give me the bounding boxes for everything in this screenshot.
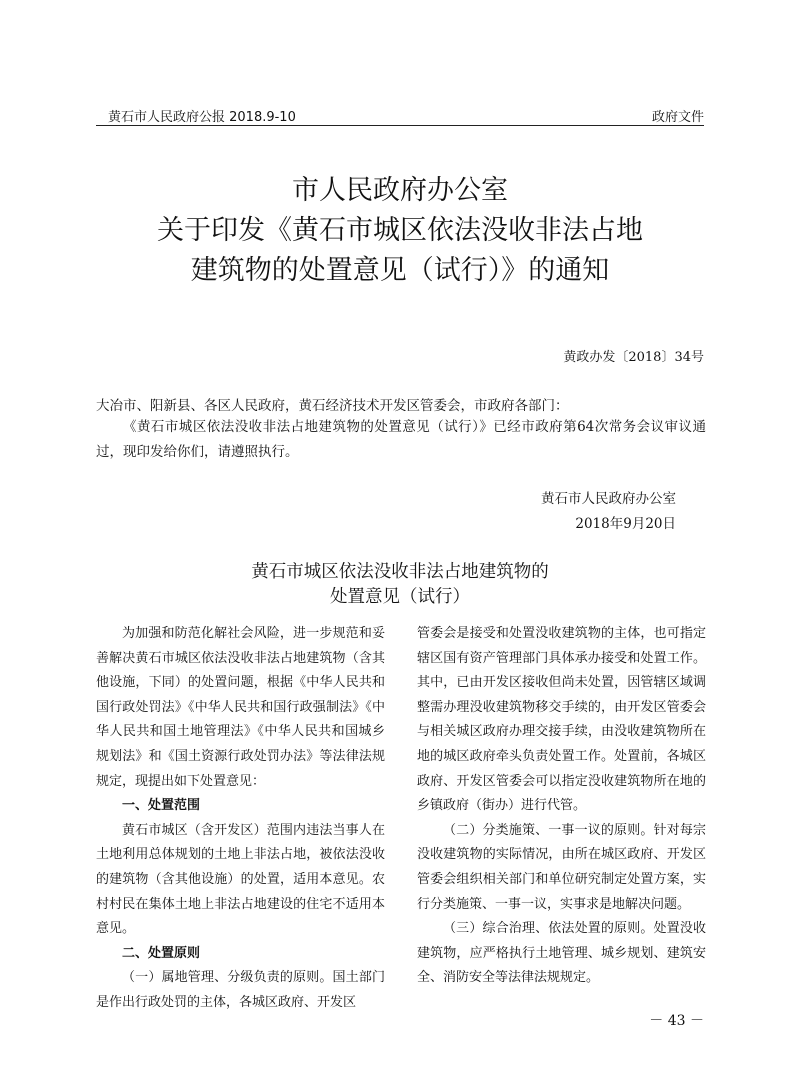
document-number: 黄政办发〔2018〕34号 (563, 350, 704, 365)
header-rule (96, 125, 704, 126)
signature-date: 2018年9月20日 (575, 516, 676, 532)
running-header-right: 政府文件 (651, 110, 704, 125)
notice-paragraph: 《黄石市城区依法没收非法占地建筑物的处置意见（试行）》已经市政府第64次常务会议审议通过，现印发给你们，请遵照执行。 (96, 419, 706, 460)
right-column (417, 622, 706, 991)
paragraph: （三）综合治理、依法处置的原则。处置没收建筑物，应严格执行土地管理、城乡规划、建筑安全、消防安全等法律法规规定。 (417, 921, 706, 986)
notice-title-line: 关于印发《黄石市城区依法没收非法占地 (157, 215, 643, 246)
section-heading: 一、处置范围 (122, 798, 201, 814)
section-heading: 二、处置原则 (122, 945, 201, 961)
notice-title-line: 市人民政府办公室 (292, 175, 508, 206)
opinion-title (96, 560, 704, 610)
paragraph: 黄石市城区（含开发区）范围内违法当事人在土地利用总体规划的土地上非法占地，被依法没收的建筑物（含其他设施）的处置，适用本意见。农村村民在集体土地上非法占地建设的住宅不适用本意见。 (96, 822, 385, 937)
paragraph: 管委会是接受和处置没收建筑物的主体，也可指定辖区国有资产管理部门具体承办接受和处置工作。其中，已由开发区接收但尚未处置，因管辖区域调整需办理没收建筑物移交手续的，由开发区管委会与相关城区政府办理交接手续，由没收建筑物所在地的城区政府牵头负责处置工作。处置前，各城区政府、开发区管委会可以指定没收建筑物所在地的乡镇政府（街办）进行代管。 (417, 626, 706, 814)
page-number: － 43 － (649, 1013, 704, 1029)
running-header-left: 黄石市人民政府公报 2018.9-10 (108, 110, 296, 125)
addressee: 大冶市、阳新县、各区人民政府，黄石经济技术开发区管委会，市政府各部门： (96, 398, 569, 414)
left-column (96, 622, 385, 1016)
signature-org: 黄石市人民政府办公室 (541, 491, 676, 507)
opinion-title-line: 黄石市城区依法没收非法占地建筑物的 (251, 562, 549, 582)
notice-title-line: 建筑物的处置意见（试行）》的通知 (190, 255, 610, 286)
paragraph: （二）分类施策、一事一议的原则。针对每宗没收建筑物的实际情况，由所在城区政府、开发区管委会组织相关部门和单位研究制定处置方案，实行分类施策、一事一议，实事求是地解决问题。 (417, 822, 706, 912)
paragraph: 为加强和防范化解社会风险，进一步规范和妥善解决黄石市城区依法没收非法占地建筑物（含其他设施，下同）的处置问题，根据《中华人民共和国行政处罚法》《中华人民共和国行政强制法》《中华人民共和国土地管理法》《中华人民共和国城乡规划法》和《国土资源行政处罚办法》等法律法规规定，现提出如下处置意见： (96, 626, 385, 789)
notice-title (96, 171, 704, 291)
opinion-title-line: 处置意见（试行） (330, 587, 470, 607)
paragraph: （一）属地管理、分级负责的原则。国土部门是作出行政处罚的主体，各城区政府、开发区 (96, 970, 385, 1010)
